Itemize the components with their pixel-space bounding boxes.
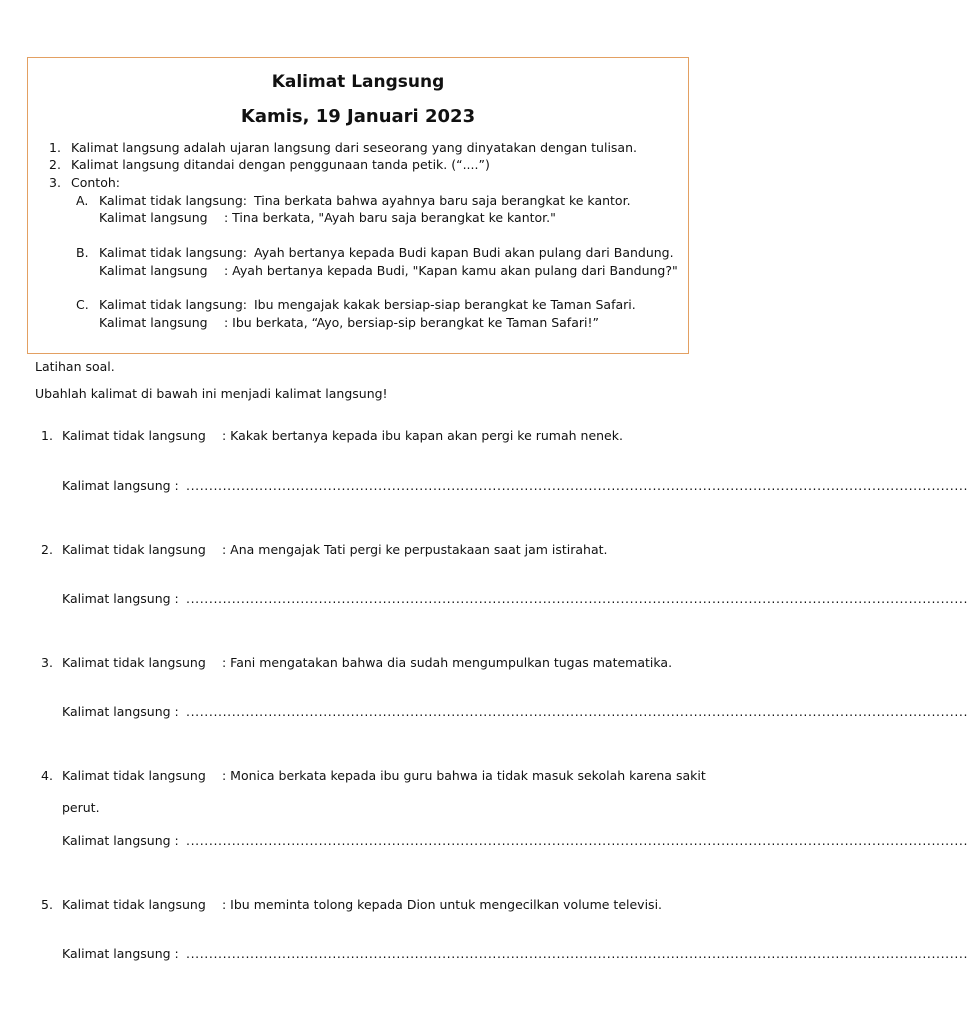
example-indirect: Ayah bertanya kepada Budi kapan Budi akan pulang dari Bandung. <box>254 245 674 260</box>
exercise-instruction: Ubahlah kalimat di bawah ini menjadi kalimat langsung! <box>35 386 388 401</box>
example-indirect-label: Kalimat tidak langsung: <box>99 245 247 260</box>
indirect-label: Kalimat tidak langsung <box>62 542 206 557</box>
example-direct: : Tina berkata, "Ayah baru saja berangkat ke kantor." <box>224 210 556 225</box>
indirect-label: Kalimat tidak langsung <box>62 428 206 443</box>
example-letter: B. <box>76 245 89 260</box>
example-indirect-label: Kalimat tidak langsung: <box>99 193 247 208</box>
indirect-label: Kalimat tidak langsung <box>62 768 206 783</box>
exercise-heading: Latihan soal. <box>35 359 115 374</box>
question-text: : Fani mengatakan bahwa dia sudah mengumpulkan tugas matematika. <box>222 655 673 670</box>
indirect-label: Kalimat tidak langsung <box>62 655 206 670</box>
question-number: 4. <box>41 768 53 783</box>
question-text: : Ibu meminta tolong kepada Dion untuk mengecilkan volume televisi. <box>222 897 663 912</box>
answer-line[interactable]: ........................................................................................................................................................................... <box>186 591 968 606</box>
summary-box <box>27 57 689 354</box>
example-letter: C. <box>76 297 89 312</box>
example-direct-label: Kalimat langsung <box>99 210 208 225</box>
answer-line[interactable]: ........................................................................................................................................................................... <box>186 833 968 848</box>
example-indirect: Tina berkata bahwa ayahnya baru saja berangkat ke kantor. <box>254 193 631 208</box>
answer-line[interactable]: ........................................................................................................................................................................... <box>186 704 968 719</box>
point-number: 2. <box>49 157 61 172</box>
date-heading: Kamis, 19 Januari 2023 <box>240 106 476 127</box>
direct-label: Kalimat langsung : <box>62 478 179 493</box>
example-direct: : Ayah bertanya kepada Budi, "Kapan kamu akan pulang dari Bandung?" <box>224 263 678 278</box>
question-number: 2. <box>41 542 53 557</box>
example-letter: A. <box>76 193 89 208</box>
answer-line[interactable]: ........................................................................................................................................................................... <box>186 478 968 493</box>
question-text: : Ana mengajak Tati pergi ke perpustakaan saat jam istirahat. <box>222 542 608 557</box>
question-number: 5. <box>41 897 53 912</box>
point-text: Contoh: <box>71 175 120 190</box>
answer-line[interactable]: ........................................................................................................................................................................... <box>186 946 968 961</box>
indirect-label: Kalimat tidak langsung <box>62 897 206 912</box>
point-text: Kalimat langsung ditandai dengan penggunaan tanda petik. (“....”) <box>71 157 490 172</box>
page-title: Kalimat Langsung <box>271 72 445 92</box>
point-number: 3. <box>49 175 61 190</box>
direct-label: Kalimat langsung : <box>62 591 179 606</box>
example-direct-label: Kalimat langsung <box>99 263 208 278</box>
example-indirect-label: Kalimat tidak langsung: <box>99 297 247 312</box>
point-text: Kalimat langsung adalah ujaran langsung dari seseorang yang dinyatakan dengan tulisan. <box>71 140 637 155</box>
direct-label: Kalimat langsung : <box>62 946 179 961</box>
question-number: 1. <box>41 428 53 443</box>
point-number: 1. <box>49 140 61 155</box>
direct-label: Kalimat langsung : <box>62 704 179 719</box>
example-direct-label: Kalimat langsung <box>99 315 208 330</box>
direct-label: Kalimat langsung : <box>62 833 179 848</box>
question-text: : Kakak bertanya kepada ibu kapan akan pergi ke rumah nenek. <box>222 428 623 443</box>
example-direct: : Ibu berkata, “Ayo, bersiap-sip berangkat ke Taman Safari!” <box>224 315 599 330</box>
question-number: 3. <box>41 655 53 670</box>
question-text: : Monica berkata kepada ibu guru bahwa ia tidak masuk sekolah karena sakit <box>222 768 706 783</box>
example-indirect: Ibu mengajak kakak bersiap-siap berangkat ke Taman Safari. <box>254 297 636 312</box>
question-continuation: perut. <box>62 800 100 815</box>
